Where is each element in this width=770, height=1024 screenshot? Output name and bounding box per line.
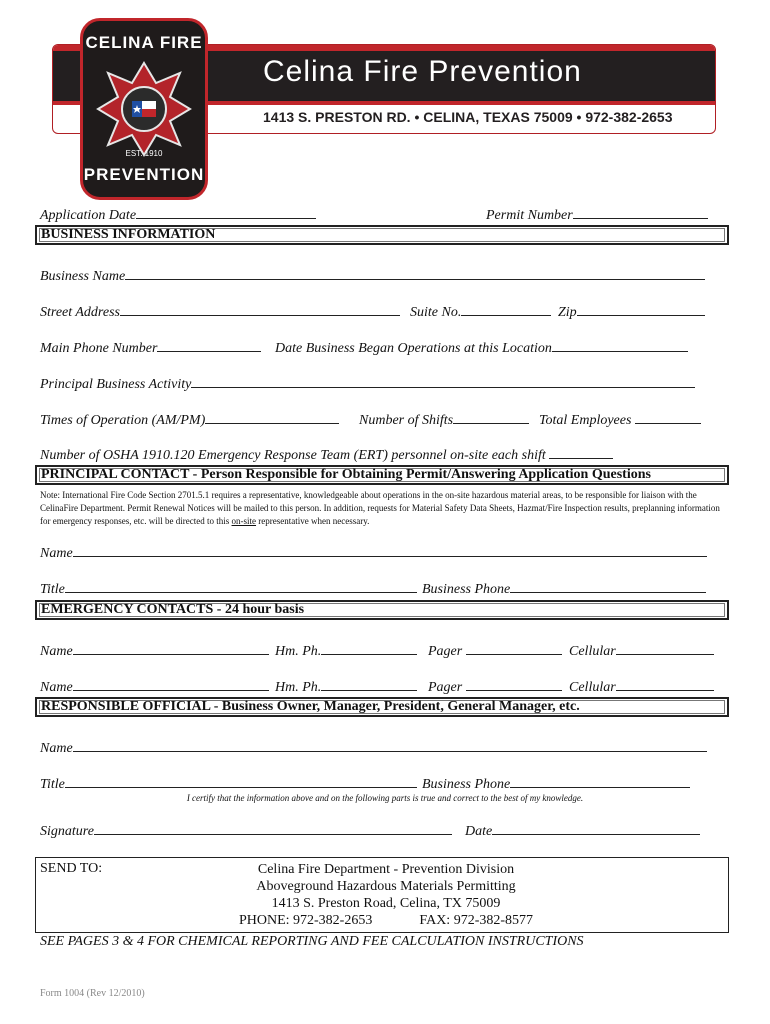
times-of-operation-field[interactable] — [40, 411, 339, 429]
responsible-official-name-label: Name — [40, 741, 73, 756]
principal-business-activity-label: Principal Business Activity — [40, 377, 192, 392]
business-name-field[interactable] — [40, 267, 705, 285]
zip-field[interactable] — [558, 303, 705, 321]
principal-contact-business-phone-field[interactable] — [422, 580, 706, 598]
fire-department-logo — [80, 18, 208, 200]
form-number: Form 1004 (Rev 12/2010) — [40, 988, 145, 999]
department-address: 1413 S. PRESTON RD. • CELINA, TEXAS 75009 • 972-382-2653 — [263, 109, 673, 125]
suite-number-label: Suite No. — [410, 305, 462, 320]
signature-field[interactable] — [40, 822, 452, 840]
send-to-fax: FAX: 972-382-8577 — [419, 913, 534, 928]
send-to-contact-line — [206, 912, 566, 929]
principal-contact-business-phone-label: Business Phone — [422, 582, 511, 597]
date-began-operations-field[interactable] — [275, 339, 688, 357]
emergency-contact-2-name-field[interactable] — [40, 678, 269, 696]
street-address-field[interactable] — [40, 303, 400, 321]
emergency-contact-2-cellular-field[interactable] — [569, 678, 714, 696]
section-title: BUSINESS INFORMATION — [41, 227, 216, 242]
zip-label: Zip — [558, 305, 577, 320]
business-name-label: Business Name — [40, 269, 126, 284]
principal-contact-title-field[interactable] — [40, 580, 417, 598]
number-of-shifts-label: Number of Shifts — [359, 413, 454, 428]
emergency-contact-1-home-phone-field[interactable] — [275, 642, 417, 660]
emergency-contact-1-pager-field[interactable] — [428, 642, 562, 660]
signature-date-field[interactable] — [465, 822, 700, 840]
chemical-reporting-instructions: SEE PAGES 3 & 4 FOR CHEMICAL REPORTING AND FEE CALCULATION INSTRUCTIONS — [40, 934, 584, 949]
osha-ert-personnel-label: Number of OSHA 1910.120 Emergency Response Team (ERT) personnel on-site each shift — [40, 448, 546, 463]
pager-label: Pager — [428, 644, 463, 659]
signature-label: Signature — [40, 824, 94, 839]
emergency-contacts-header — [35, 600, 729, 620]
send-to-box — [35, 857, 729, 933]
application-date-field[interactable] — [40, 206, 316, 224]
certification-statement: I certify that the information above and on the following parts is true and correct to the best of my knowledge. — [186, 793, 584, 803]
send-to-line-1: Celina Fire Department - Prevention Division — [257, 862, 515, 877]
principal-contact-name-field[interactable] — [40, 544, 707, 562]
emergency-contact-name-label: Name — [40, 680, 73, 695]
emergency-contact-1-cellular-field[interactable] — [569, 642, 714, 660]
section-title: RESPONSIBLE OFFICIAL - Business Owner, Manager, President, General Manager, etc. — [41, 699, 580, 714]
business-information-header — [35, 225, 729, 245]
send-to-address — [206, 861, 566, 929]
principal-business-activity-field[interactable] — [40, 375, 695, 393]
emergency-contact-name-label: Name — [40, 644, 73, 659]
responsible-official-business-phone-label: Business Phone — [422, 777, 511, 792]
principal-contact-title-label: Title — [40, 582, 65, 597]
send-to-line-2: Aboveground Hazardous Materials Permitting — [256, 879, 516, 894]
pager-label: Pager — [428, 680, 463, 695]
emergency-contact-2-pager-field[interactable] — [428, 678, 562, 696]
street-address-label: Street Address — [40, 305, 120, 320]
permit-number-field[interactable] — [486, 206, 708, 224]
send-to-line-3: 1413 S. Preston Road, Celina, TX 75009 — [271, 896, 501, 911]
suite-number-field[interactable] — [410, 303, 551, 321]
main-phone-field[interactable] — [40, 339, 261, 357]
maltese-cross-icon — [94, 59, 194, 159]
cellular-label: Cellular — [569, 680, 616, 695]
section-title: PRINCIPAL CONTACT - Person Responsible for Obtaining Permit/Answering Application Questions — [41, 467, 651, 482]
principal-contact-name-label: Name — [40, 546, 73, 561]
logo-bottom-text: PREVENTION — [83, 165, 205, 184]
permit-number-label: Permit Number — [486, 208, 573, 223]
home-phone-label: Hm. Ph. — [275, 644, 322, 659]
responsible-official-name-field[interactable] — [40, 739, 707, 757]
responsible-official-business-phone-field[interactable] — [422, 775, 690, 793]
logo-established-text: EST. 1910 — [125, 149, 163, 158]
total-employees-field[interactable] — [539, 411, 701, 429]
osha-ert-personnel-field[interactable] — [40, 446, 613, 464]
times-of-operation-label: Times of Operation (AM/PM) — [40, 413, 206, 428]
section-title: EMERGENCY CONTACTS - 24 hour basis — [41, 602, 305, 617]
send-to-label: SEND TO: — [40, 861, 103, 876]
emergency-contact-2-home-phone-field[interactable] — [275, 678, 417, 696]
cellular-label: Cellular — [569, 644, 616, 659]
send-to-phone: PHONE: 972-382-2653 — [238, 913, 373, 928]
responsible-official-header — [35, 697, 729, 717]
total-employees-label: Total Employees — [539, 413, 632, 428]
page-title: Celina Fire Prevention — [263, 55, 582, 88]
main-phone-label: Main Phone Number — [40, 341, 158, 356]
number-of-shifts-field[interactable] — [359, 411, 529, 429]
signature-date-label: Date — [465, 824, 493, 839]
responsible-official-title-label: Title — [40, 777, 65, 792]
home-phone-label: Hm. Ph. — [275, 680, 322, 695]
emergency-contact-1-name-field[interactable] — [40, 642, 269, 660]
date-began-operations-label: Date Business Began Operations at this Location — [275, 341, 552, 356]
logo-top-text: CELINA FIRE — [85, 33, 203, 52]
responsible-official-title-field[interactable] — [40, 775, 417, 793]
principal-contact-note: Note: International Fire Code Section 2701.5.1 requires a representative, knowledgeable about operations in the on-site hazardous material areas, to be responsible for liaison with the CelinaFire Department. Permit Renewal Notices will be mailed to this person. In addition, requests for Material Safety Data Sheets, Hazmat/Fire Inspection results, preplanning information for emergency responses, etc. will be directed to this on-site representative when necessary. — [40, 490, 720, 526]
application-date-label: Application Date — [40, 208, 137, 223]
principal-contact-header — [35, 465, 729, 485]
